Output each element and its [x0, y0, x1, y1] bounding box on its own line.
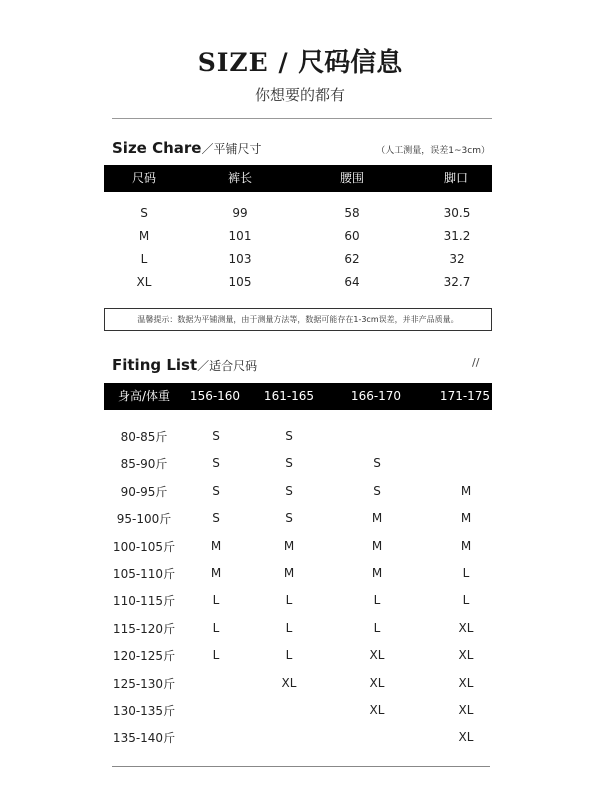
table-cell: M: [371, 538, 383, 553]
table-cell: S: [373, 456, 381, 471]
table-cell: S: [212, 511, 220, 526]
table-cell: XL: [136, 275, 152, 289]
table-cell: M: [371, 566, 383, 580]
weight-label: 125-130斤: [112, 676, 176, 691]
size-chart-heading-en: Size Chare: [112, 139, 202, 157]
measurement-tip: 温馨提示：数据为平铺测量，由于测量方法等，数据可能存在1-3cm误差，并非产品质量。: [104, 308, 492, 331]
col-header: 171-175: [439, 389, 491, 403]
weight-label: 100-105斤: [112, 539, 176, 554]
weight-label: 105-110斤: [112, 567, 176, 581]
col-header: 156-160: [189, 389, 241, 403]
weight-label: 110-115斤: [112, 594, 176, 609]
table-cell: S: [140, 206, 148, 220]
fitting-list-heading: [112, 356, 257, 374]
page-title: [0, 42, 600, 79]
table-cell: XL: [458, 703, 474, 717]
size-chart-header: [104, 165, 492, 192]
table-cell: 101: [228, 229, 252, 243]
col-header: 尺码: [131, 171, 157, 185]
page-subtitle: 你想要的都有: [254, 86, 345, 104]
col-header: 身高/体重: [117, 389, 171, 403]
table-cell: S: [373, 483, 381, 498]
weight-label: 85-90斤: [120, 457, 168, 472]
col-header: 裤长: [227, 171, 253, 185]
weight-label: 90-95斤: [120, 484, 168, 499]
fitting-list-heading-zh: ／适合尺码: [197, 359, 258, 373]
table-cell: S: [285, 456, 293, 471]
table-cell: 105: [228, 275, 252, 289]
table-cell: 62: [344, 252, 360, 266]
table-cell: M: [371, 511, 383, 526]
fitting-list-header: [104, 383, 492, 410]
table-cell: S: [285, 483, 293, 498]
title-en: SIZE /: [197, 48, 299, 77]
decorative-slashes: //: [472, 356, 480, 369]
table-cell: 64: [344, 275, 360, 289]
table-cell: XL: [369, 675, 385, 690]
weight-label: 135-140斤: [112, 731, 176, 746]
top-divider: [112, 118, 492, 119]
size-chart-heading-zh: ／平铺尺寸: [201, 142, 262, 156]
table-cell: L: [373, 620, 381, 635]
col-header: 腰围: [339, 171, 365, 185]
table-cell: M: [460, 511, 472, 526]
table-cell: 58: [344, 206, 360, 220]
table-cell: M: [460, 538, 472, 553]
table-cell: L: [285, 593, 293, 608]
table-cell: M: [283, 538, 295, 553]
measure-note: （人工测量，误差1~3cm）: [376, 146, 490, 156]
weight-label: 115-120斤: [112, 621, 176, 636]
table-cell: M: [138, 229, 150, 243]
table-cell: XL: [458, 675, 474, 690]
table-cell: XL: [458, 620, 474, 635]
table-cell: 30.5: [443, 206, 471, 220]
table-cell: L: [140, 252, 148, 266]
weight-label: 80-85斤: [120, 430, 168, 444]
col-header: 161-165: [263, 389, 315, 403]
table-cell: L: [285, 620, 293, 635]
table-cell: L: [373, 593, 381, 608]
col-header: 脚口: [443, 171, 469, 185]
table-cell: L: [285, 648, 293, 663]
table-cell: M: [460, 483, 472, 498]
fitting-list-heading-en: Fiting List: [112, 356, 198, 374]
table-cell: 31.2: [443, 229, 471, 243]
weight-label: 130-135斤: [112, 704, 176, 718]
table-cell: S: [285, 429, 293, 443]
table-cell: 99: [232, 206, 248, 220]
table-cell: S: [212, 483, 220, 498]
table-cell: XL: [369, 648, 385, 663]
table-cell: L: [212, 620, 220, 635]
table-cell: XL: [369, 703, 385, 717]
table-cell: XL: [281, 675, 297, 690]
table-cell: 103: [228, 252, 252, 266]
weight-label: 120-125斤: [112, 649, 176, 664]
bottom-divider: [112, 766, 490, 767]
table-cell: M: [283, 566, 295, 580]
table-cell: 32.7: [443, 275, 471, 289]
title-zh: 尺码信息: [298, 48, 403, 78]
table-cell: L: [462, 593, 470, 608]
table-cell: S: [212, 429, 220, 443]
table-cell: 32: [449, 252, 465, 266]
table-cell: XL: [458, 648, 474, 663]
table-cell: L: [212, 648, 220, 663]
col-header: 166-170: [350, 389, 402, 403]
size-chart-heading: [112, 139, 261, 157]
table-cell: 60: [344, 229, 360, 243]
table-cell: XL: [458, 730, 474, 745]
table-cell: M: [210, 538, 222, 553]
table-cell: L: [212, 593, 220, 608]
table-cell: S: [285, 511, 293, 526]
weight-label: 95-100斤: [116, 512, 172, 527]
table-cell: L: [462, 566, 470, 580]
table-cell: M: [210, 566, 222, 580]
table-cell: S: [212, 456, 220, 471]
